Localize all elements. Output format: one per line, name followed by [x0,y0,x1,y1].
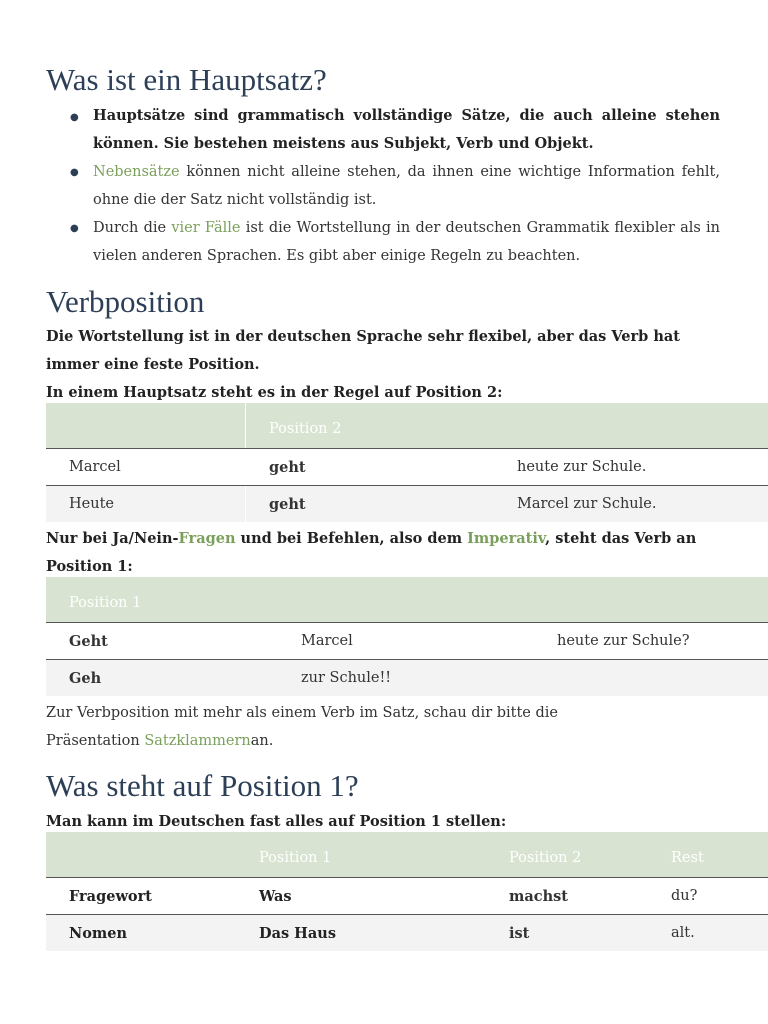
table2-header [46,577,768,623]
table-cell: Das Haus [259,925,336,942]
verbposition-intro-2: In einem Hauptsatz steht es in der Regel auf Position 2: [46,384,503,401]
table-cell-verb: ist [509,925,530,942]
bullet-dot: ● [70,167,79,178]
bullet-1: Hauptsätze sind grammatisch vollständige Sätze, die auch alleine stehen können. Sie bestehen meistens aus Subjekt, Verb und Objekt. [93,107,720,152]
position1-intro: Man kann im Deutschen fast alles auf Position 1 stellen: [46,813,507,830]
table-row [46,915,768,951]
table-cell-verb: Geht [69,633,108,650]
note-post: , steht das Verb an Position 1: [46,530,697,575]
table-cell-verb: geht [269,496,306,513]
table2-header-label: Position 1 [69,595,142,611]
bullet-dot: ● [70,223,79,234]
table1-header-label: Position 2 [269,421,342,437]
table3-header-col1: Position 1 [259,850,332,866]
bullet-3-pre: Durch die [93,220,172,236]
table-cell-verb: geht [269,459,306,476]
verbposition-intro: Die Wortstellung ist in der deutschen Sprache sehr flexibel, aber das Verb hat immer eine feste Position. [46,328,680,373]
footer-pre: Präsentation [46,733,145,749]
link-vier-faelle[interactable]: vier Fälle [171,220,241,236]
table-cell: Marcel [69,459,121,475]
table-cell: Heute [69,496,114,512]
table-cell: alt. [671,925,695,941]
table-cell: heute zur Schule. [517,459,647,475]
section-title-hauptsatz: Was ist ein Hauptsatz? [46,62,327,97]
table-cell: Marcel [301,633,353,649]
table-row [46,660,768,696]
link-fragen[interactable]: Fragen [178,530,236,547]
note-mid: und bei Befehlen, also dem [235,530,468,547]
table-cell: heute zur Schule? [557,633,690,649]
table-row [46,623,768,660]
table3-header [46,832,768,878]
table-cell: zur Schule!! [301,670,392,686]
table1-header [46,403,768,449]
bullet-2-text: können nicht alleine stehen, da ihnen eine wichtige Information fehlt, ohne die der Satz nicht vollständig ist. [93,164,720,208]
table3-header-col3: Rest [671,850,704,866]
bullet-3 [93,214,720,270]
footer-post: an. [250,733,274,749]
table-row [46,449,768,486]
bullet-dot: ● [70,112,79,123]
table-cell-verb: Geh [69,670,102,687]
bullet-3-text: ist die Wortstellung in der deutschen Grammatik flexibler als in vielen anderen Sprachen. Es gibt aber einige Regeln zu beachten. [93,220,720,264]
note-pre: Nur bei Ja/Nein- [46,530,179,547]
section-title-position1: Was steht auf Position 1? [46,768,359,803]
table-cell: Fragewort [69,888,152,905]
link-satzklammern[interactable]: Satzklammern [144,733,251,749]
link-imperativ[interactable]: Imperativ [467,530,546,547]
imperativ-note [46,525,726,581]
bullet-2 [93,158,720,214]
satzklammern-note-2 [46,727,726,755]
section-title-verbposition: Verbposition [46,284,205,319]
table-row [46,486,768,522]
table-cell: Was [259,888,292,905]
table3-header-col2: Position 2 [509,850,582,866]
table-cell: Marcel zur Schule. [517,496,657,512]
link-nebensaetze[interactable]: Nebensätze [93,164,180,180]
table-row [46,878,768,915]
satzklammern-note: Zur Verbposition mit mehr als einem Verb im Satz, schau dir bitte die [46,705,559,721]
table-cell: du? [671,888,698,904]
table-cell: Nomen [69,925,128,942]
table-cell-verb: machst [509,888,568,905]
